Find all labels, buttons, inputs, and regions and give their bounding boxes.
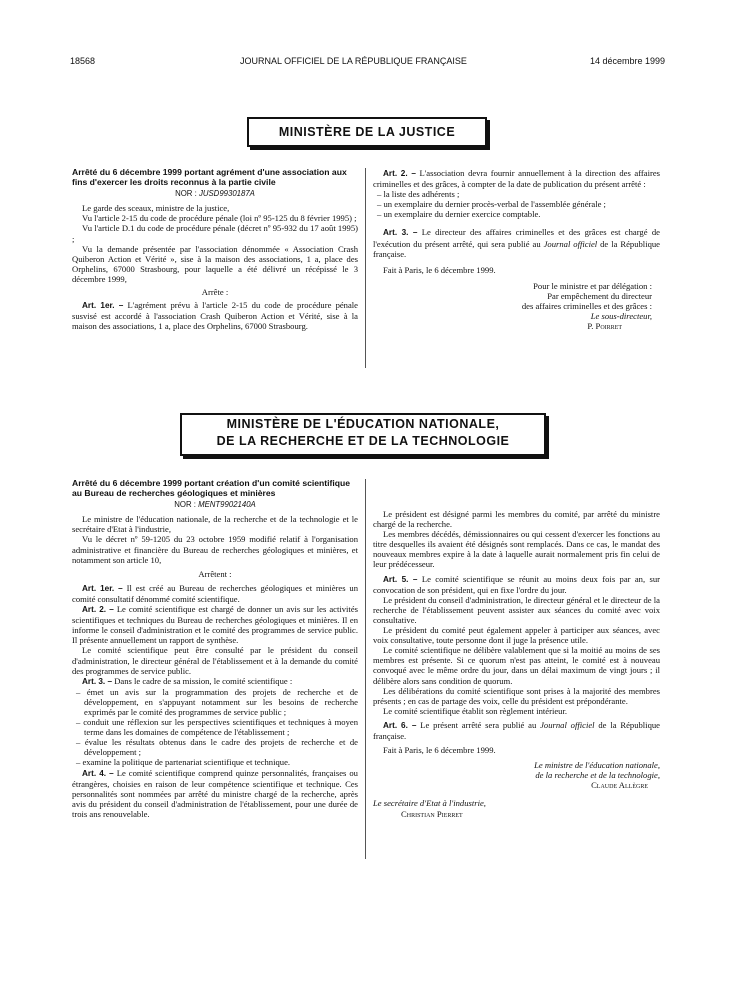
decree2-minister-name: Claude Allègre [591,780,648,791]
decree2-title: Arrêté du 6 décembre 1999 portant création d'un comité scientifique au Bureau de recherches géologiques et minières [72,478,351,498]
decree2-nor-label: NOR : [174,500,196,510]
list-item: – la liste des adhérents ; [377,189,460,200]
decree2-art5 [373,574,660,595]
list-item: – conduit une réflexion sur les perspectives scientifiques et techniques à moyen terme dans les domaines de compétence de l'établissement ; [76,717,358,738]
decree2-art4-p3: Les membres décédés, démissionnaires ou qui cessent d'exercer les fonctions au titre desquelles ils avaient été désignés sont remplacés. Dans ce cas, le mandat des nouveaux membres expire à la date à laquelle aurait normalement pris fin celui de leur prédécesseur. [373,529,660,570]
decree1-art2 [373,168,660,189]
decree2-art3-text: Dans le cadre de sa mission, le comité scientifique : [114,675,293,686]
decree2-art4-text: Le comité scientifique comprend quinze personnalités, françaises ou étrangères, choisies en raison de leur compétence scientifique et technique. Ces personnalités sont nommées par arrêté du ministre chargé de la recherche, après avis du président du conseil d'administration de l'établissement, pour une durée de trois ans renouvelable. [72,767,358,819]
decree2-art4-label: Art. 4. – [82,768,114,778]
decree2-art6-journal: Journal officiel [540,719,595,730]
decree2-art5-p2: Le président du conseil d'administration, le directeur général et le directeur de la recherche de l'établissement peuvent assister aux séances du comité avec voix consultative. [373,594,660,625]
list-item: – évalue les résultats obtenus dans le cadre des projets de recherche et de développement ; [76,737,358,758]
decree1-signer-name: P. Poirret [587,321,622,332]
decree2-art3-list [72,687,358,768]
decree2-art2-text: Le comité scientifique est chargé de donner un avis sur les activités scientifiques et techniques du Bureau de recherches géologiques et minières. Il en informe le conseil d'administration et le comité des programmes de service public. Il présente annuellement un rapport de synthèse. [72,604,358,646]
decree2-minister-title-2: de la recherche et de la technologie, [535,770,660,781]
decree1-art3-label: Art. 3. – [383,228,418,238]
list-item: – un exemplaire du dernier exercice comptable. [377,209,541,220]
decree2-art5-p6: Le comité scientifique établit son règlement intérieur. [383,705,567,716]
decree2-right-column [373,479,660,819]
decree1-art3-text-b: de la République française. [373,238,660,259]
decree2-art5-p5: Les délibérations du comité scientifique sont prises à la majorité des membres présents ; en cas de partage des voix, celle du président est prépondérante. [373,685,660,706]
decree1-left-column [72,168,358,331]
decree1-nor-code: JUSD9930187A [198,189,255,199]
decree2-secretary-title: Le secrétaire d'Etat à l'industrie, [373,798,486,809]
decree1-art2-label: Art. 2. – [383,169,416,178]
decree2-art6 [373,720,660,741]
decree2-art5-p4: Le comité scientifique ne délibère valablement que si la moitié au moins de ses membres est présente. Si ce quorum n'est pas atteint, le comité est à nouveau convoqué avec le même ordre du jour, dans un délai maximum de vingt jours ; il délibère alors sans condition de quorum. [373,645,660,686]
decree2-art6-label: Art. 6. – [383,720,417,730]
column-divider-1 [365,168,366,368]
list-item: – émet un avis sur la programmation des projets de recherche et de développement, en s'appuyant notamment sur les besoins de recherche exprimés par le comité des programmes de service public ; [76,686,358,717]
decree1-art1 [72,300,358,331]
decree2-art3-label: Art. 3. – [82,676,113,686]
decree2-art4 [72,768,358,819]
decree2-nor [72,500,358,510]
list-item: – un exemplaire du dernier procès-verbal de l'assemblée générale ; [377,199,606,210]
decree2-art1 [72,583,358,604]
decree1-art1-text: L'agrément prévu à l'article 2-15 du code de procédure pénale susvisé est accordé à l'association Crash Quiberon Action et Vérité, sise à la maison des associations, 1 a, place des Orphelins, 67000 Strasbourg. [72,300,358,332]
decree2-minister-signature [373,760,660,790]
decree2-art2-label: Art. 2. – [82,605,114,615]
decree2-art3 [72,676,358,687]
ministry-education-line1: MINISTÈRE DE L'ÉDUCATION NATIONALE, [226,417,500,431]
ministry-education-heading [180,413,546,456]
decree1-art3-journal: Journal officiel [543,238,598,249]
decree1-nor-label: NOR : [175,189,197,199]
decree2-art4-continuation [373,479,660,509]
list-item: – examine la politique de partenariat scientifique et technique. [76,757,291,768]
decree1-arrete: Arrête : [201,287,229,298]
decree1-signature-line: Pour le ministre et par délégation : [533,280,652,291]
decree2-done-at: Fait à Paris, le 6 décembre 1999. [383,745,496,756]
decree2-art5-label: Art. 5. – [383,574,418,584]
decree1-signature-block [373,281,660,331]
decree1-nor [72,189,358,199]
ministry-justice-heading [247,117,487,147]
decree2-art6-text-b: de la République française. [373,719,660,741]
decree1-signature-line: des affaires criminelles et des grâces : [521,301,652,312]
decree1-preamble-3: Vu la demande présentée par l'association dénommée « Association Crash Quiberon Action et Vérité », sise à la maison des associations, 1 a, place des Orphelins, 67000 Strasbourg, pour laquelle a été délivré un récépissé le 3 décembre 1999, [72,243,358,284]
decree2-preamble-0: Le ministre de l'éducation nationale, de la recherche et de la technologie et le secrétaire d'Etat à l'industrie, [72,514,358,535]
decree1-preamble-1: Vu l'article 2-15 du code de procédure pénale (loi nº 95-125 du 8 février 1995) ; [82,213,357,224]
decree1-preamble-2: Vu l'article D.1 du code de procédure pénale (décret nº 95-932 du 17 août 1995) ; [72,223,358,244]
decree1-art2-text: L'association devra fournir annuellement à la direction des affaires criminelles et des grâces, à compter de la date de publication du présent arrêté : [373,168,660,190]
column-divider-2 [365,479,366,859]
decree1-preamble-0: Le garde des sceaux, ministre de la justice, [82,203,230,214]
decree2-art4-p2: Le président est désigné parmi les membres du comité, par arrêté du ministre chargé de la recherche. [373,509,660,530]
journal-title: JOURNAL OFFICIEL DE LA RÉPUBLIQUE FRANÇAISE [240,56,467,66]
decree2-secretary-signature [373,798,660,818]
decree2-art2-p2: Le comité scientifique peut être consulté par le président du conseil d'administration, le directeur général de l'établissement et à la demande du comité des programmes de service public. [72,645,358,676]
decree1-title: Arrêté du 6 décembre 1999 portant agrément d'une association aux fins d'exercer les droits reconnus à la partie civile [72,167,347,187]
decree2-secretary-name: Christian Pierret [401,808,463,819]
decree2-art1-label: Art. 1er. – [82,583,123,593]
decree2-art2 [72,604,358,645]
decree1-signer-title: Le sous-directeur, [590,311,652,322]
ministry-justice-name: MINISTÈRE DE LA JUSTICE [278,125,456,139]
decree2-art6-text-a: Le présent arrêté sera publié au [420,719,541,730]
ministry-education-line2: DE LA RECHERCHE ET DE LA TECHNOLOGIE [216,434,510,448]
decree2-preamble-1: Vu le décret nº 59-1205 du 23 octobre 1959 modifié relatif à l'organisation administrative et financière du Bureau de recherches géologiques et minières, et notamment son article 10, [72,534,358,565]
decree1-signature-line: Par empêchement du directeur [547,290,652,301]
decree1-art1-label: Art. 1er. – [82,301,124,311]
decree1-art3-text-a: Le directeur des affaires criminelles et des grâces est chargé de l'exécution du présent arrêté, qui sera publié au [373,227,660,249]
decree2-left-column [72,479,358,819]
decree2-art5-text: Le comité scientifique se réunit au moins deux fois par an, sur convocation de son président, qui en fixe l'ordre du jour. [373,573,660,595]
decree2-art5-p3: Le président du comité peut également appeler à participer aux séances, avec voix consultative, toute personne dont il juge la présence utile. [373,625,660,646]
decree1-art3 [373,227,660,258]
decree2-arretent: Arrêtent : [198,568,232,579]
decree1-art2-list [373,189,660,219]
decree2-minister-title-1: Le ministre de l'éducation nationale, [534,760,660,771]
decree2-art1-text: Il est créé au Bureau de recherches géologiques et minières un comité consultatif dénommé comité scientifique. [72,582,358,604]
decree1-right-column [373,168,660,331]
page-number: 18568 [70,56,96,66]
decree2-nor-code: MENT9902140A [198,500,256,510]
header-date: 14 décembre 1999 [590,56,666,66]
decree1-done-at: Fait à Paris, le 6 décembre 1999. [383,264,496,275]
